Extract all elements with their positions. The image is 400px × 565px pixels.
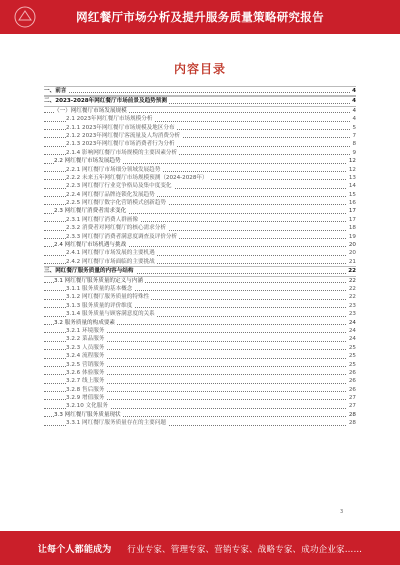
toc-entry-label: 2.3.1 网红餐厅消费人群画像 xyxy=(66,216,138,223)
toc-entry-label: 2.2.1 网红餐厅市场细分领域发展趋势 xyxy=(66,166,161,173)
toc-entry[interactable] xyxy=(44,258,356,266)
toc-entry-label: 2.1.3 2023年网红餐厅市场消费者行为分析 xyxy=(66,141,175,148)
toc-entry-label: 二、2023-2028年网红餐厅市场前景及趋势预测 xyxy=(44,98,167,105)
toc-entry-page: 5 xyxy=(352,124,356,131)
toc-entry-page: 19 xyxy=(348,233,356,240)
dot-leader xyxy=(44,92,350,93)
toc-entry[interactable] xyxy=(44,335,356,343)
table-of-contents xyxy=(44,86,356,428)
toc-entry-label: 3.2.2 菜品服务 xyxy=(66,336,105,343)
toc-entry-label: 2.2.5 网红餐厅数字化营销模式创新趋势 xyxy=(66,200,166,207)
toc-entry-label: 2.1.1 2023年网红餐厅市场规模及地区分布 xyxy=(66,124,175,131)
toc-entry-page: 4 xyxy=(352,116,356,123)
toc-entry[interactable] xyxy=(44,216,356,224)
toc-entry-page: 18 xyxy=(348,225,356,232)
toc-entry-page: 22 xyxy=(348,268,356,275)
toc-entry-page: 20 xyxy=(348,242,356,249)
toc-entry[interactable] xyxy=(44,277,356,285)
toc-entry-label: 2.4.1 网红餐厅市场发展的主要机遇 xyxy=(66,250,155,257)
toc-entry-page: 9 xyxy=(352,149,356,156)
toc-entry[interactable] xyxy=(44,182,356,190)
toc-entry[interactable] xyxy=(44,115,356,123)
toc-entry[interactable] xyxy=(44,224,356,232)
toc-entry-page: 25 xyxy=(348,353,356,360)
toc-entry-page: 8 xyxy=(352,141,356,148)
toc-entry-page: 17 xyxy=(348,208,356,215)
toc-entry-label: 3.2.9 增值服务 xyxy=(66,395,105,402)
toc-entry-label: 2.1 2023年网红餐厅市场规模分析 xyxy=(66,116,153,123)
toc-entry-label: 3.2.4 流程服务 xyxy=(66,353,105,360)
toc-entry[interactable] xyxy=(44,377,356,385)
toc-entry-page: 15 xyxy=(348,191,356,198)
toc-entry-page: 12 xyxy=(348,158,356,165)
toc-entry-label: 2.4.2 网红餐厅市场面临的主要挑战 xyxy=(66,258,155,265)
toc-entry-page: 22 xyxy=(348,294,356,301)
toc-entry[interactable] xyxy=(44,207,356,215)
toc-entry-page: 28 xyxy=(348,411,356,418)
footer-lead: 让每个人都能成为 xyxy=(37,545,112,555)
toc-entry-label: 3.2.6 体验服务 xyxy=(66,369,105,376)
toc-entry[interactable] xyxy=(44,86,356,96)
toc-entry-label: 3.1.2 网红餐厅服务质量的特殊性 xyxy=(66,294,150,301)
toc-entry[interactable] xyxy=(44,233,356,241)
footer-banner xyxy=(0,531,400,565)
toc-entry-label: 3.2.8 售后服务 xyxy=(66,386,105,393)
toc-entry[interactable] xyxy=(44,266,356,276)
toc-entry-page: 24 xyxy=(348,336,356,343)
toc-entry-label: 一、前言 xyxy=(44,88,67,94)
toc-entry[interactable] xyxy=(44,241,356,249)
toc-entry-page: 26 xyxy=(348,369,356,376)
toc-entry[interactable] xyxy=(44,285,356,293)
toc-entry[interactable] xyxy=(44,174,356,182)
toc-entry-label: 3.3 网红餐厅服务质量现状 xyxy=(54,411,121,418)
toc-entry-page: 20 xyxy=(348,250,356,257)
toc-entry-label: 3.1.3 服务质量的评价维度 xyxy=(66,302,133,309)
toc-entry[interactable] xyxy=(44,386,356,394)
toc-entry-page: 28 xyxy=(348,420,356,427)
toc-entry-page: 25 xyxy=(348,361,356,368)
toc-entry[interactable] xyxy=(44,302,356,310)
toc-entry-page: 7 xyxy=(352,132,356,139)
toc-entry-label: 2.2.4 网红餐厅品牌连锁化发展趋势 xyxy=(66,191,155,198)
toc-entry[interactable] xyxy=(44,394,356,402)
toc-entry-label: 2.4 网红餐厅市场机遇与挑战 xyxy=(54,242,127,249)
toc-entry[interactable] xyxy=(44,124,356,132)
toc-entry[interactable] xyxy=(44,419,356,427)
toc-entry-label: 三、网红餐厅服务质量的内容与结构 xyxy=(44,268,134,275)
toc-entry-page: 27 xyxy=(348,403,356,410)
header-banner xyxy=(0,0,400,34)
toc-entry-label: 2.2.3 网红餐厅行业竞争格局及集中度变化 xyxy=(66,183,172,190)
toc-entry-label: 3.1.4 服务质量与顾客满意度的关系 xyxy=(66,311,155,318)
toc-entry-label: 3.2 服务质量的构成要素 xyxy=(54,319,116,326)
toc-entry[interactable] xyxy=(44,327,356,335)
toc-entry[interactable] xyxy=(44,310,356,318)
toc-entry[interactable] xyxy=(44,166,356,174)
toc-entry-page: 23 xyxy=(348,302,356,309)
toc-entry[interactable] xyxy=(44,319,356,327)
toc-entry[interactable] xyxy=(44,411,356,419)
toc-entry-label: 2.2.2 未来五年网红餐厅市场规模预测（2024-2028年） xyxy=(66,174,208,181)
footer-tail: 行业专家、管理专家、营销专家、战略专家、成功企业家…… xyxy=(127,545,363,555)
toc-entry[interactable] xyxy=(44,249,356,257)
toc-entry-label: 2.3 网红餐厅消费者需求变化 xyxy=(54,208,127,215)
toc-entry-page: 16 xyxy=(348,200,356,207)
toc-entry[interactable] xyxy=(44,344,356,352)
toc-entry[interactable] xyxy=(44,293,356,301)
toc-entry-page: 26 xyxy=(348,386,356,393)
toc-entry-label: 3.1.1 服务质量的基本概念 xyxy=(66,285,133,292)
toc-entry-page: 24 xyxy=(348,327,356,334)
toc-heading: 内容目录 xyxy=(173,62,226,76)
toc-entry-label: 3.2.1 环境服务 xyxy=(66,327,105,334)
toc-entry-page: 4 xyxy=(352,88,356,94)
toc-entry-label: 3.3.1 网红餐厅服务质量存在的主要问题 xyxy=(66,420,166,427)
toc-entry-page: 22 xyxy=(348,285,356,292)
toc-entry[interactable] xyxy=(44,157,356,165)
toc-entry[interactable] xyxy=(44,402,356,410)
toc-entry-label: 2.1.2 2023年网红餐厅客流量及人均消费分析 xyxy=(66,132,181,139)
toc-entry[interactable] xyxy=(44,352,356,360)
toc-entry-page: 22 xyxy=(348,277,356,284)
toc-entry-label: 3.1 网红餐厅服务质量的定义与内涵 xyxy=(54,277,143,284)
toc-entry-label: 3.2.5 营销服务 xyxy=(66,361,105,368)
toc-entry-label: 2.2 网红餐厅市场发展趋势 xyxy=(54,158,121,165)
toc-entry-label: 2.1.4 影响网红餐厅市场规模的主要因素分析 xyxy=(66,149,178,156)
toc-entry[interactable] xyxy=(44,107,356,115)
toc-entry-page: 4 xyxy=(352,107,356,114)
toc-entry[interactable] xyxy=(44,132,356,140)
toc-entry-page: 21 xyxy=(348,258,356,265)
toc-entry[interactable] xyxy=(44,140,356,148)
toc-entry-page: 27 xyxy=(348,395,356,402)
report-title: 网红餐厅市场分析及提升服务质量策略研究报告 xyxy=(76,10,324,24)
toc-entry-label: 3.2.7 线上服务 xyxy=(66,378,105,385)
toc-entry-page: 24 xyxy=(348,319,356,326)
toc-entry-label: （一）网红餐厅市场发展规模 xyxy=(54,107,127,114)
toc-entry-page: 12 xyxy=(348,166,356,173)
toc-entry-page: 23 xyxy=(348,311,356,318)
toc-entry[interactable] xyxy=(44,149,356,157)
toc-entry-page: 25 xyxy=(348,344,356,351)
footer-slogan xyxy=(0,542,400,555)
toc-entry[interactable] xyxy=(44,199,356,207)
page-number: 3 xyxy=(340,509,344,515)
toc-entry-page: 14 xyxy=(348,183,356,190)
toc-entry[interactable] xyxy=(44,369,356,377)
toc-entry-label: 2.3.2 消费者对网红餐厅的核心需求分析 xyxy=(66,225,166,232)
toc-entry-label: 3.2.10 文化服务 xyxy=(66,403,108,410)
toc-entry-page: 4 xyxy=(352,98,356,105)
toc-entry[interactable] xyxy=(44,191,356,199)
toc-entry[interactable] xyxy=(44,361,356,369)
toc-entry-page: 26 xyxy=(348,378,356,385)
toc-entry[interactable] xyxy=(44,96,356,106)
toc-entry-page: 13 xyxy=(348,174,356,181)
toc-entry-label: 3.2.3 人员服务 xyxy=(66,344,105,351)
toc-entry-label: 2.3.3 网红餐厅消费者满意度调查及评价分析 xyxy=(66,233,178,240)
toc-entry-page: 17 xyxy=(348,216,356,223)
